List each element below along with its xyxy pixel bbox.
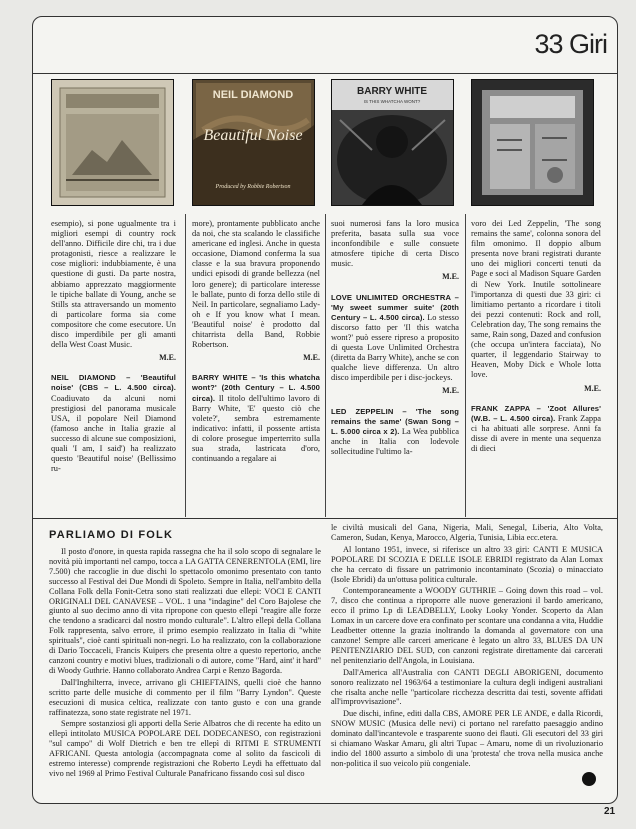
review-body: Lo stesso discorso fatto per 'Il this watcha wont?' può essere ripreso a proposito di questa Love Unlimited Orchestra (diretta da Barry White), anche se con qualche lieve differenza. Un altro disco imperdibile per i disc-jockeys. — [331, 312, 459, 383]
column-divider — [325, 214, 326, 517]
review-paragraph: esempio), si pone ugualmente tra i migliori esempi di country rock dell'anno. Difficile dire chi, tra i due protagonisti, riesce a realizzare le cose migliori: indubbiamente, è una questione di gusti. Da parte nostra, abbiamo apprezzato maggiormente le tipiche ballate di Young, anche se Stills sta attraversando un momento di particolare forma sia come compositore che come esecutore. Un disco imperdibile per gli amanti della West Coast Music. — [51, 219, 176, 350]
folk-column-left — [49, 547, 321, 781]
album-cover-1 — [51, 79, 174, 206]
folk-paragraph: Dall'Inghilterra, invece, arrivano gli CHIEFTAINS, quelli cioè che hanno scritto parte delle musiche di commento per il film "Barry Lyndon". Queste esecuzioni di musica celtica, realizzate con tanto gusto e con una grande raffinatezza, sono state registrate nel 1971. — [49, 677, 321, 717]
review-body: Frank Zappa ci ha abituati alle sorprese. Anni fa disse di avere in mente una sequenza di dieci — [471, 413, 602, 453]
folk-paragraph: Sempre sostanziosi gli apporti della Serie Albatros che di recente ha edito un ellepì intitolato MUSICA POPOLARE DEL DODECANESO, con registrazioni "sul campo" di Wolf Dietrich e ben tre ellepì di RITMI E STRUMENTI AFRICANI. Questa antologia (accompagnata come al solito da fascicoli di estremo interesse) comprende registrazioni che Roberto Leydi ha effettuato dal vivo nel 1969 al Primo Festival Culturale Panafricano fissando così sul disco — [49, 719, 321, 778]
column-divider — [185, 214, 186, 517]
cover-subtitle: IS THIS WHATCHA WONT? — [363, 99, 421, 104]
cover-credit: Produced by Robbie Robertson — [215, 184, 291, 190]
section-divider — [33, 518, 617, 519]
author-initials: M.E. — [159, 353, 176, 363]
folk-paragraph: Il posto d'onore, in questa rapida rassegna che ha il solo scopo di segnalare le novità più importanti nel campo, tocca a LA GATTA CENERENTOLA (EMI, lire 7.500) che raccoglie in due dischi lo spettacolo omonimo presentato con tanto successo al Festival dei Due Mondi di Spoleto. Sempre in Italia, nell'ambito della Collana Folk della Fonit-Cetra sono stati realizzati due ellepi: VOCI E CANTI ORIGINALI DEL CANAVESE – VOL. 1 una "indagine" del Coro Bajolese che giunto al suo decimo anno di vita ripropone con questo ellepì "reagire alle forze che tendono a sradicarci dal nostro mondo culturale". L'altro ellepì della Collana Folk rappresenta, salvo errore, il primo esempio realizzato in Italia di "white spirituals", cioè canti spirituali non-negri. Lo ha realizzato, con la collaborazione di Dario Toccaceli, Francis Kuipers che presenta oltre a questo repertorio, anche canzoni country e motivi blues, tradizionali o di autore, come "Hard, aint' it hard" di Woody Guthrie. Hanno collaborato Andrea Carpi e Renzo Bagorda. — [49, 547, 321, 675]
review-column-4 — [471, 219, 601, 457]
review-neil-diamond — [51, 373, 176, 474]
review-paragraph: suoi numerosi fans la loro musica preferita, basata sulla sua voce inconfondibile e sulle consuete atmosfere tipiche di certa Disco music. — [331, 219, 459, 269]
author-initials: M.E. — [584, 383, 601, 393]
review-frank-zappa — [471, 404, 601, 454]
folk-column-right — [331, 523, 603, 771]
review-heading: BARRY WHITE – 'Is this whatcha wont?' (20th Century – L. 4.500 circa). — [192, 373, 320, 403]
review-column-1 — [51, 219, 176, 477]
review-paragraph: voro dei Led Zeppelin, 'The song remains the same', colonna sonora del film omonimo. Il doppio album presenta nove brani registrati durante uno dei migliori concerti tenuti da Page e soci al Madison Square Garden di New York. Inutile sottolineare l'importanza di questi due 33 giri: ci limitiamo pertanto a ricordare i titoli dei pezzi contenuti: Rock and roll, Celebration day, The song remains the same, Rain song, Dazed and confusion (che occupa un'intera facciata), No quarter, il leggendario Stairway to Heaven, Moby Dick e Whole lotta love. — [471, 219, 602, 380]
cover-title: BARRY WHITE — [357, 86, 427, 97]
review-body: Coadiuvato da alcuni nomi prestigiosi del panorama musicale USA, il popolare Neil Diamond (famoso anche in Italia grazie al successo di alcune sue composizioni, quali 'I am, I said') ha realizzato questo 'Beautiful noise' (Bellissimo ru- — [51, 393, 176, 474]
review-paragraph: more), prontamente pubblicato anche da noi, che sta scalando le classifiche americane ed inglesi. Anche in questa occasione, Diamond conferma la sua classe e la sua bravura proponendo undici episodi di grande bellezza (nel loro genere); di particolare interesse le ballate, punto di forza dello stile di Neil. In particolare, segnaliamo Lady-oh e If you know what I mean. 'Beautiful noise' è prodotto dal chitarrista della Band, Robbie Robertson. — [192, 219, 320, 350]
review-led-zeppelin — [331, 407, 459, 457]
section-title: 33 Giri — [534, 29, 607, 59]
folk-paragraph: Al lontano 1951, invece, si riferisce un altro 33 giri: CANTI E MUSICA POPOLARE DI SCOZIA E DELLE ISOLE EBRIDI registrato da Alan Lomax che ha cercato di fissare un patrimonio incontaminato (Scozia) o minacciato (Isole Ebridi) da un'ottusa politica culturale. — [331, 544, 603, 584]
review-heading: NEIL DIAMOND – 'Beautiful noise' (CBS – L. 4.500 circa). — [51, 373, 176, 393]
folk-paragraph: Contemporaneamente a WOODY GUTHRIE – Going down this road – vol. 7, disco che continua a riproporre alle nuove generazioni il bardo americano, ecco il primo Lp di LEADBELLY, Looky Looky Yonder. Scoperto da Alan Lomax in un carcere dove era confinato per scontare una condanna a vita, Huddie Leadbetter ottenne la grazia inoltrando la domanda al governatore con una canzone! Sempre alle carceri americane è legato un altro 33, BLUES DA UN PENITENZIARIO DEL SUD, con canzoni registrate direttamente dai carcerati nel penitenziario dell'Angola, in Louisiana. — [331, 586, 603, 665]
page-number: 21 — [604, 806, 616, 817]
folk-section-title: PARLIAMO DI FOLK — [49, 529, 174, 541]
end-bullet-icon — [582, 772, 596, 786]
review-love-unlimited — [331, 293, 459, 384]
album-cover-neil-diamond — [192, 79, 315, 206]
album-cover-barry-white — [331, 79, 454, 206]
cover-title: NEIL DIAMOND — [212, 89, 294, 101]
folk-paragraph: Dall'America all'Australia con CANTI DEGLI ABORIGENI, documento sonoro realizzato nel 1963/64 a testimoniare la cultura degli indigeni australiani che risalta anche nelle "particolare ricchezza descritta dai testi, sovente affidati all'improvvisazione". — [331, 667, 603, 707]
review-heading: FRANK ZAPPA – 'Zoot Allures' (W.B. – L. 4.500 circa). — [471, 403, 601, 423]
cover-script: Beautiful Noise — [203, 127, 303, 144]
header-rule — [33, 73, 617, 74]
review-body: La Wea pubblica anche in Italia con lodevole sollecitudine l'ultimo la- — [331, 426, 459, 456]
page-frame — [32, 16, 618, 804]
folk-paragraph: le civiltà musicali del Gana, Nigeria, Mali, Senegal, Liberia, Alto Volta, Cameron, Sudan, Kenya, Marocco, Algeria, Tunisia, Libia ecc.etera. — [331, 523, 603, 542]
author-initials: M.E. — [442, 272, 459, 282]
album-cover-led-zeppelin — [471, 79, 594, 206]
review-body: Il titolo dell'ultimo lavoro di Barry White, 'E' questo ciò che volete?', sembra estremamente indicativo: infatti, il possente artista di colore prosegue imperterrito sulla sua strada, lastricata d'oro, continuando a regalare ai — [192, 393, 320, 464]
review-column-2 — [192, 219, 320, 467]
column-divider — [465, 214, 466, 517]
author-initials: M.E. — [303, 353, 320, 363]
author-initials: M.E. — [442, 386, 459, 396]
folk-paragraph: Due dischi, infine, editi dalla CBS, AMORE PER LE ANDE, e dalla Ricordi, SNOW MUSIC (Musica delle nevi) ci portano nel rarefatto paesaggio andino dominato dall'incantevole e trasparente suono dei flauti. Gli esecutori del 33 giri si chiamano Waskar Amaru, gli altri Tupac – Amaru, nome di un rivoluzionario indio del 1800 assurto a simbolo di una 'protesta' che trova nella musica anche non-politica il suo veicolo più congeniale. — [331, 709, 603, 768]
review-heading: LOVE UNLIMITED ORCHESTRA – 'My sweet summer suite' (20th Century – L. 4.500 circa). — [331, 292, 459, 322]
review-column-3 — [331, 219, 459, 460]
review-heading: LED ZEPPELIN – 'The song remains the same' (Swan Song – L. 5.000 circa x 2). — [331, 406, 459, 436]
review-barry-white — [192, 373, 320, 464]
